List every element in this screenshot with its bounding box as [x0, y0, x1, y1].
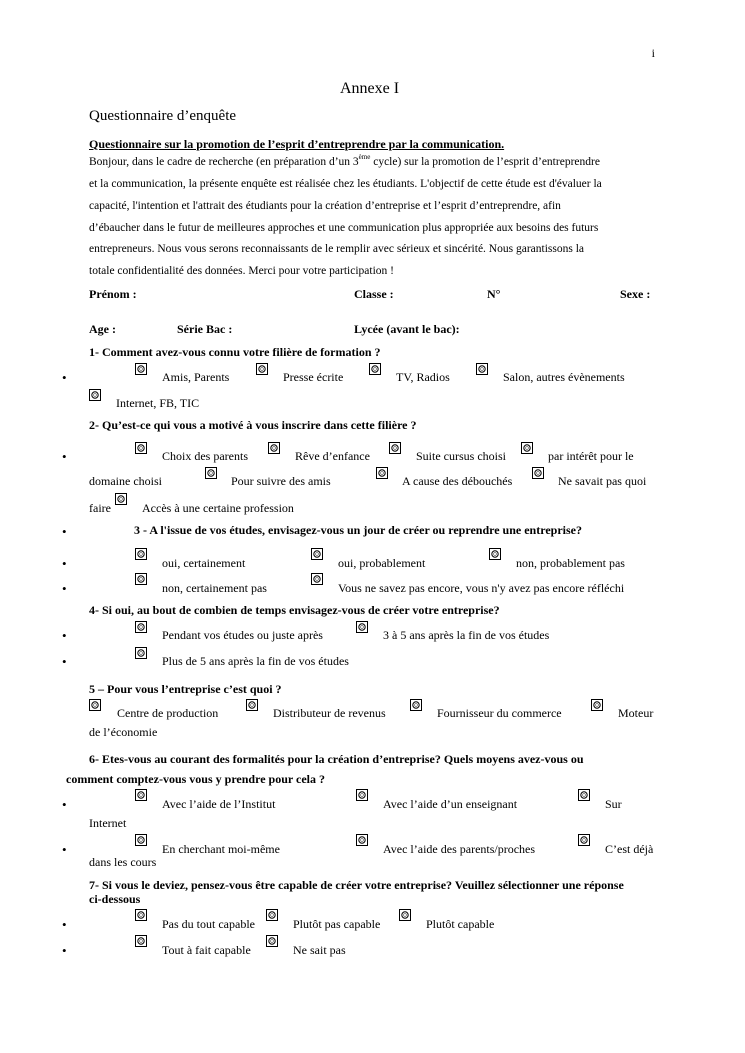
intro-line-2: et la communication, la présente enquête est réalisée chez les étudiants. L'objectif de cette étude est d'évaluer la: [89, 178, 602, 190]
bullet: •: [62, 556, 67, 571]
question-3: 3 - A l'issue de vos études, envisagez-vous un jour de créer ou reprendre une entreprise?: [134, 523, 582, 537]
q2-option-label: Pour suivre des amis: [231, 474, 331, 488]
q4-option-label: Plus de 5 ans après la fin de vos études: [162, 654, 349, 668]
checkbox-icon: [356, 834, 368, 846]
checkbox[interactable]: [532, 467, 544, 479]
checkbox[interactable]: [356, 789, 368, 801]
q1-option-label: Internet, FB, TIC: [116, 396, 200, 410]
bullet: •: [62, 628, 67, 643]
checkbox-icon: [135, 647, 147, 659]
checkbox-icon: [410, 699, 422, 711]
checkbox[interactable]: [135, 935, 147, 947]
checkbox-icon: [135, 363, 147, 375]
q6-option-label: Avec l’aide de l’Institut: [162, 797, 276, 811]
question-1: 1- Comment avez-vous connu votre filière de formation ?: [89, 345, 381, 359]
checkbox[interactable]: [135, 442, 147, 454]
q1-option-label: Presse écrite: [283, 370, 344, 384]
checkbox[interactable]: [311, 548, 323, 560]
checkbox-icon: [521, 442, 533, 454]
checkbox[interactable]: [578, 789, 590, 801]
checkbox[interactable]: [135, 647, 147, 659]
checkbox-icon: [356, 621, 368, 633]
checkbox-icon: [266, 909, 278, 921]
checkbox-icon: [205, 467, 217, 479]
bullet: •: [62, 581, 67, 596]
checkbox[interactable]: [135, 789, 147, 801]
q6-option-label: Avec l’aide des parents/proches: [383, 842, 536, 856]
serie-bac-field[interactable]: Série Bac :: [177, 322, 233, 336]
intro-line-5: entrepreneurs. Nous vous serons reconnaissants de le remplir avec sérieux et sincérité. Nous garantissons la: [89, 243, 584, 255]
checkbox-icon: [135, 442, 147, 454]
q5-option-label: de l’économie: [89, 725, 158, 739]
checkbox[interactable]: [489, 548, 501, 560]
checkbox-icon: [115, 493, 127, 505]
q3-option-label: Vous ne savez pas encore, vous n'y avez pas encore réfléchi: [338, 581, 625, 595]
checkbox[interactable]: [476, 363, 488, 375]
question-7-line-2: ci-dessous: [89, 892, 141, 906]
q1-option-label: Salon, autres évènements: [503, 370, 625, 384]
question-6-line-1: 6- Etes-vous au courant des formalités pour la création d’entreprise? Quels moyens avez-vous ou: [89, 752, 584, 766]
checkbox[interactable]: [89, 389, 101, 401]
question-7-line-1: 7- Si vous le deviez, pensez-vous être capable de créer votre entreprise? Veuillez sélectionner une réponse: [89, 878, 624, 892]
checkbox-icon: [489, 548, 501, 560]
checkbox-icon: [578, 789, 590, 801]
checkbox[interactable]: [369, 363, 381, 375]
q2-option-label: Rêve d’enfance: [295, 449, 370, 463]
question-2: 2- Qu’est-ce qui vous a motivé à vous inscrire dans cette filière ?: [89, 418, 417, 432]
intro-line-1: Bonjour, dans le cadre de recherche (en préparation d’un 3ème cycle) sur la promotion de l’esprit d’entreprendre: [89, 153, 600, 168]
page-number: i: [651, 46, 655, 60]
q5-option-label: Centre de production: [117, 706, 219, 720]
age-field[interactable]: Age :: [89, 322, 116, 336]
prenom-field[interactable]: Prénom :: [89, 287, 137, 301]
checkbox[interactable]: [89, 699, 101, 711]
checkbox[interactable]: [135, 573, 147, 585]
lycee-field[interactable]: Lycée (avant le bac):: [354, 322, 460, 336]
bullet: •: [62, 449, 67, 464]
q2-option-label: Accès à une certaine profession: [142, 501, 294, 515]
q1-option-label: TV, Radios: [396, 370, 450, 384]
checkbox[interactable]: [135, 548, 147, 560]
checkbox-icon: [89, 699, 101, 711]
checkbox[interactable]: [205, 467, 217, 479]
checkbox[interactable]: [356, 834, 368, 846]
q6-option-label: C’est déjà: [605, 842, 654, 856]
checkbox[interactable]: [135, 909, 147, 921]
checkbox[interactable]: [135, 621, 147, 633]
checkbox-icon: [356, 789, 368, 801]
q1-option-label: Amis, Parents: [162, 370, 230, 384]
q6-option-label: dans les cours: [89, 855, 157, 869]
checkbox[interactable]: [266, 909, 278, 921]
q3-option-label: non, probablement pas: [516, 556, 625, 570]
checkbox-icon: [246, 699, 258, 711]
bullet: •: [62, 654, 67, 669]
bullet: •: [62, 524, 67, 539]
bullet: •: [62, 797, 67, 812]
checkbox-icon: [135, 834, 147, 846]
q2-option-label: A cause des débouchés: [402, 474, 513, 488]
q6-option-label: Internet: [89, 816, 127, 830]
q3-option-label: non, certainement pas: [162, 581, 267, 595]
questionnaire-heading: Questionnaire sur la promotion de l’esprit d’entreprendre par la communication.: [89, 137, 505, 151]
question-5: 5 – Pour vous l’entreprise c’est quoi ?: [89, 682, 282, 696]
q7-option-label: Tout à fait capable: [162, 943, 251, 957]
checkbox-icon: [578, 834, 590, 846]
intro-line-6: totale confidentialité des données. Merci pour votre participation !: [89, 265, 394, 277]
bullet: •: [62, 943, 67, 958]
checkbox-icon: [266, 935, 278, 947]
checkbox[interactable]: [389, 442, 401, 454]
bullet: •: [62, 842, 67, 857]
q7-option-label: Plutôt pas capable: [293, 917, 381, 931]
checkbox[interactable]: [578, 834, 590, 846]
checkbox[interactable]: [135, 834, 147, 846]
q2-option-label: Ne savait pas quoi: [558, 474, 647, 488]
q6-option-label: En cherchant moi-même: [162, 842, 280, 856]
checkbox-icon: [311, 548, 323, 560]
checkbox-icon: [389, 442, 401, 454]
intro-line-3: capacité, l'intention et l'attrait des étudiants pour la création d’entreprise et l’esprit d’entreprendre, afin: [89, 200, 561, 212]
checkbox[interactable]: [135, 363, 147, 375]
q7-option-label: Pas du tout capable: [162, 917, 255, 931]
q5-option-label: Distributeur de revenus: [273, 706, 386, 720]
q6-option-label: Avec l’aide d’un enseignant: [383, 797, 518, 811]
intro-line-4: d’ébaucher dans le futur de meilleures approches et une communication plus appropriée aux besoins des futurs: [89, 222, 599, 234]
checkbox[interactable]: [115, 493, 127, 505]
checkbox-icon: [369, 363, 381, 375]
q7-option-label: Plutôt capable: [426, 917, 495, 931]
q5-option-label: Fournisseur du commerce: [437, 706, 562, 720]
checkbox[interactable]: [410, 699, 422, 711]
q2-option-label: Choix des parents: [162, 449, 248, 463]
q3-option-label: oui, certainement: [162, 556, 246, 570]
annex-title: Annexe I: [340, 80, 400, 97]
q4-option-label: Pendant vos études ou juste après: [162, 628, 323, 642]
checkbox[interactable]: [246, 699, 258, 711]
subtitle: Questionnaire d’enquête: [89, 108, 237, 124]
question-6-line-2: comment comptez-vous vous y prendre pour cela ?: [66, 772, 325, 786]
checkbox-icon: [135, 621, 147, 633]
q3-option-label: oui, probablement: [338, 556, 426, 570]
checkbox-icon: [532, 467, 544, 479]
sexe-field[interactable]: Sexe :: [620, 287, 651, 301]
q2-option-label: domaine choisi: [89, 474, 162, 488]
checkbox-icon: [135, 573, 147, 585]
checkbox[interactable]: [268, 442, 280, 454]
q6-option-label: Sur: [605, 797, 622, 811]
q4-option-label: 3 à 5 ans après la fin de vos études: [383, 628, 550, 642]
checkbox[interactable]: [521, 442, 533, 454]
checkbox-icon: [268, 442, 280, 454]
question-4: 4- Si oui, au bout de combien de temps envisagez-vous de créer votre entreprise?: [89, 603, 500, 617]
checkbox-icon: [135, 548, 147, 560]
checkbox[interactable]: [376, 467, 388, 479]
checkbox-icon: [256, 363, 268, 375]
checkbox-icon: [89, 389, 101, 401]
checkbox[interactable]: [356, 621, 368, 633]
checkbox[interactable]: [311, 573, 323, 585]
bullet: •: [62, 917, 67, 932]
checkbox-icon: [135, 909, 147, 921]
q5-option-label: Moteur: [618, 706, 654, 720]
bullet: •: [62, 370, 67, 385]
checkbox[interactable]: [399, 909, 411, 921]
classe-field[interactable]: Classe :: [354, 287, 394, 301]
checkbox-icon: [311, 573, 323, 585]
q2-option-label: Suite cursus choisi: [416, 449, 506, 463]
checkbox-icon: [135, 789, 147, 801]
q7-option-label: Ne sait pas: [293, 943, 346, 957]
checkbox-icon: [399, 909, 411, 921]
checkbox-icon: [135, 935, 147, 947]
checkbox[interactable]: [591, 699, 603, 711]
numero-field[interactable]: N°: [487, 287, 501, 301]
checkbox[interactable]: [266, 935, 278, 947]
checkbox[interactable]: [256, 363, 268, 375]
checkbox-icon: [591, 699, 603, 711]
q2-option-label: par intérêt pour le: [548, 449, 634, 463]
checkbox-icon: [376, 467, 388, 479]
q2-option-label: faire: [89, 501, 111, 515]
checkbox-icon: [476, 363, 488, 375]
